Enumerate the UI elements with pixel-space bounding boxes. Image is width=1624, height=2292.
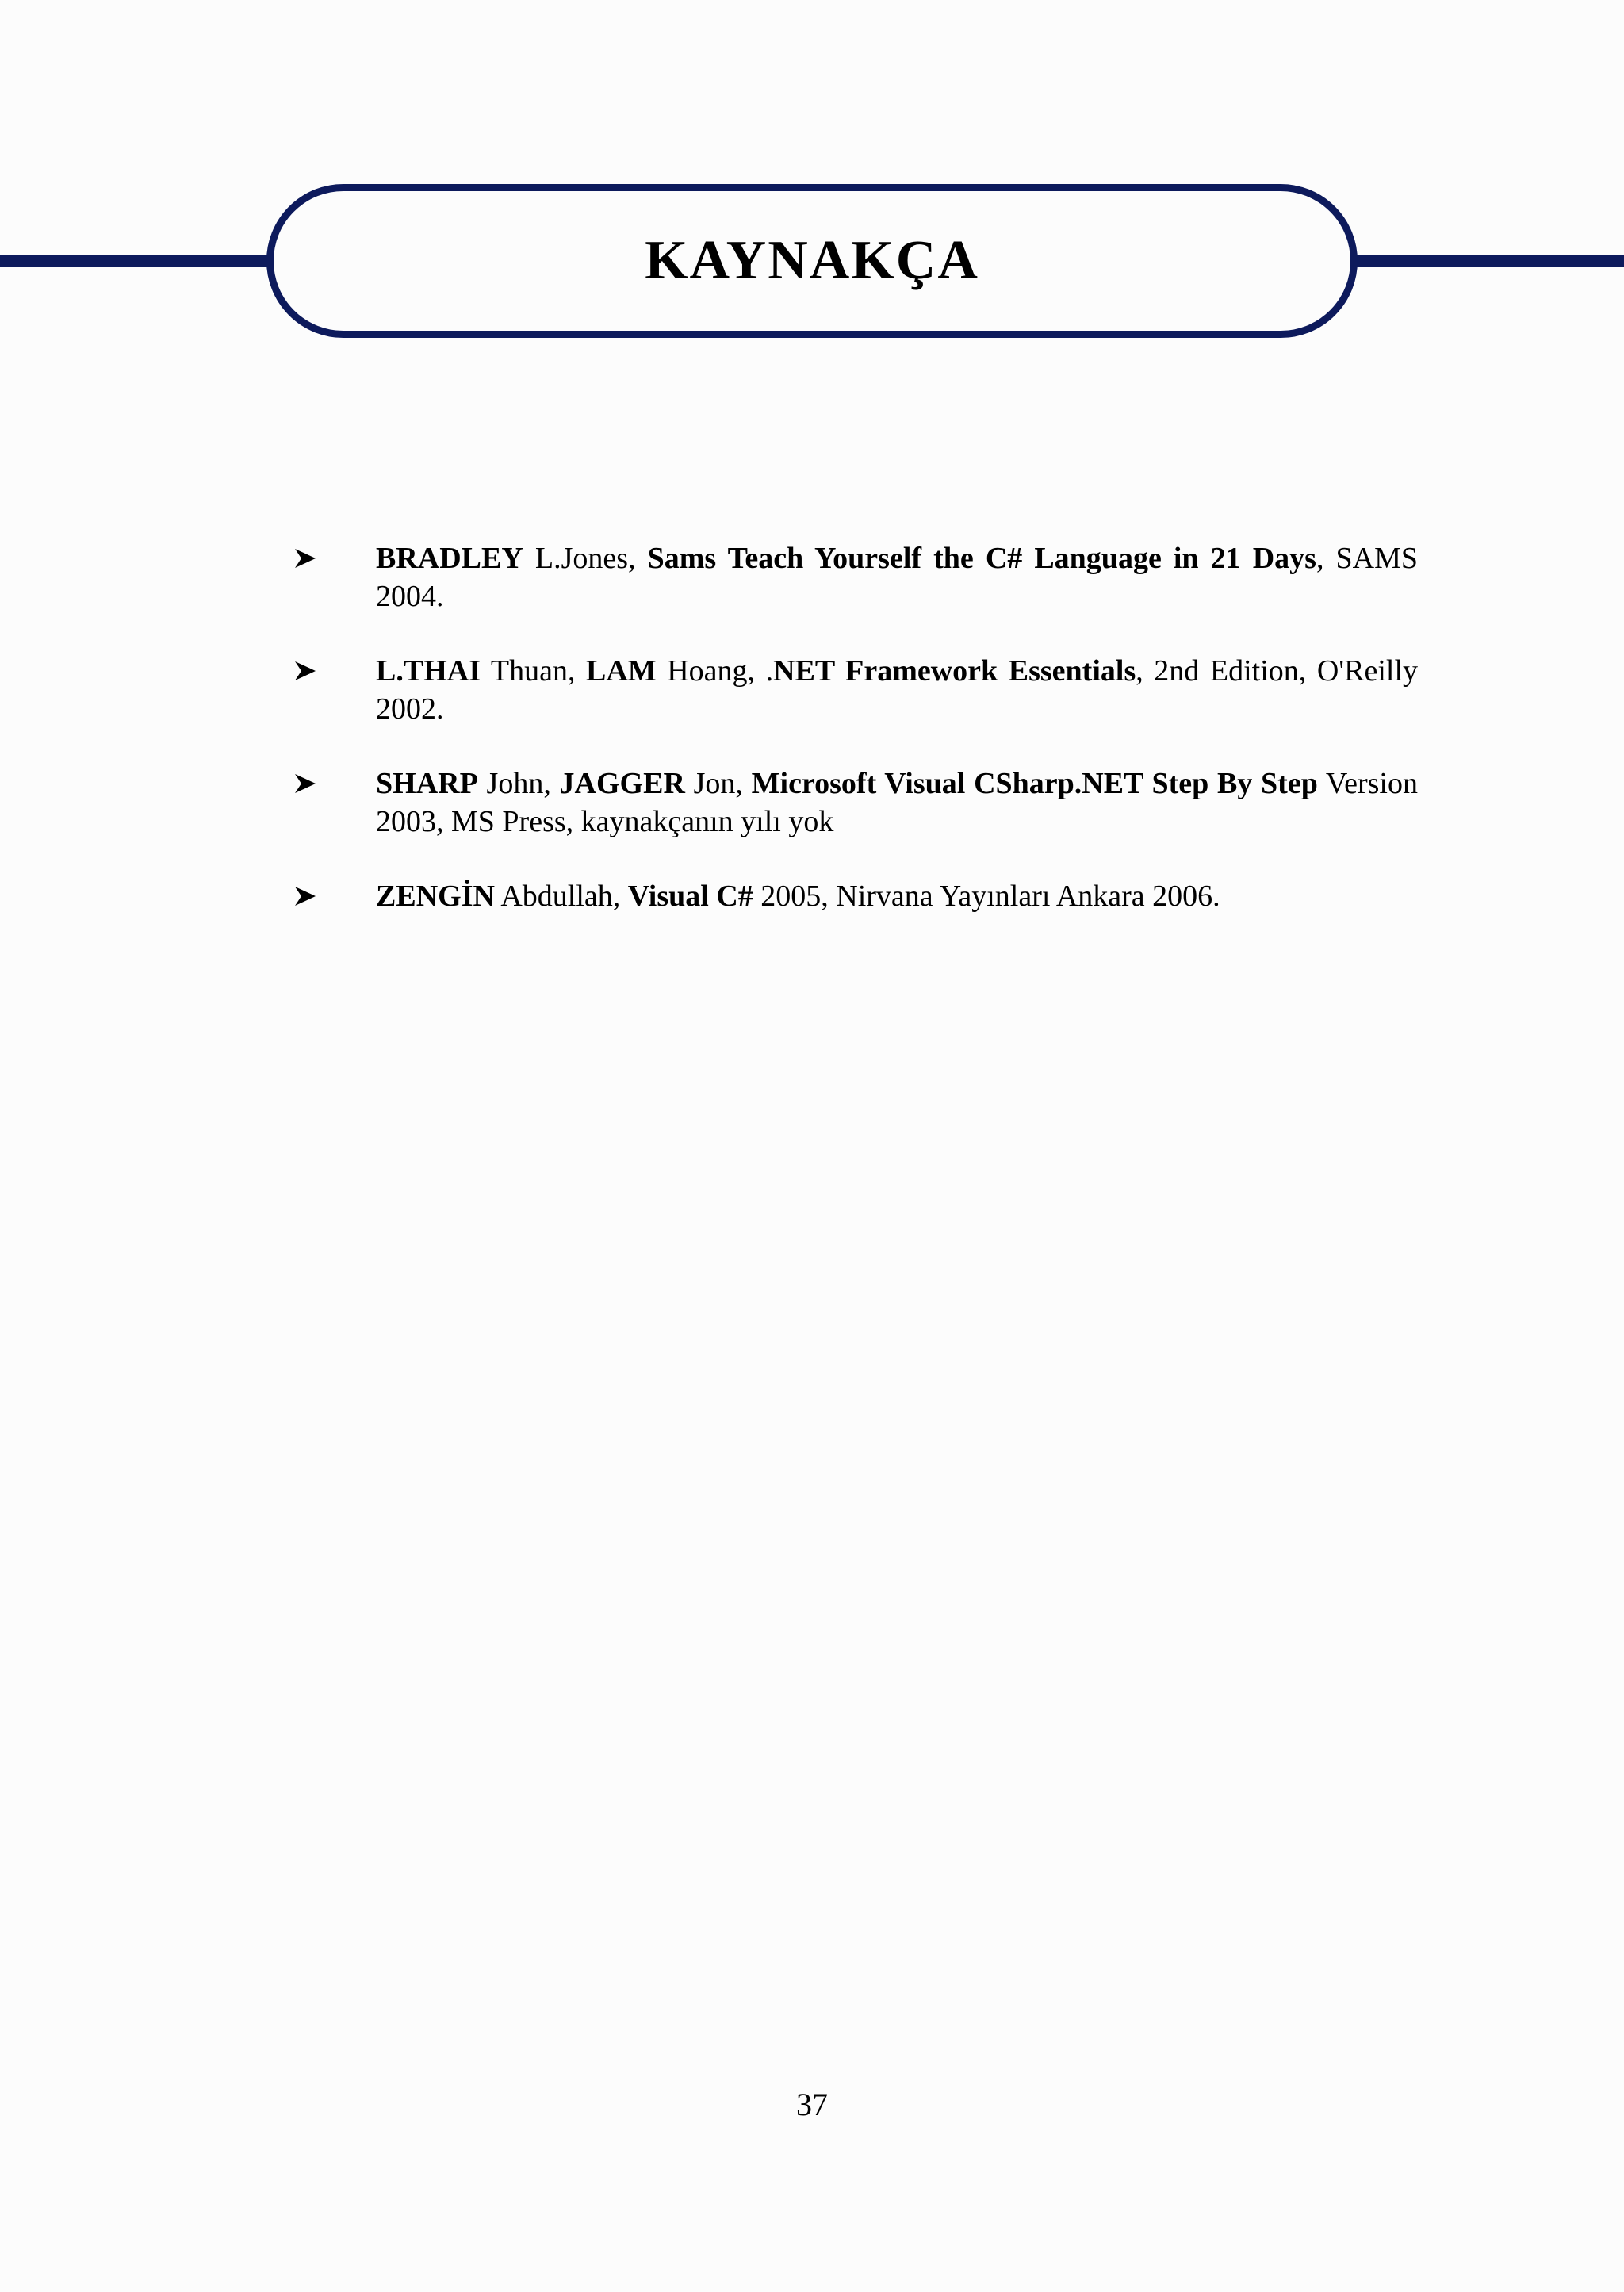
reference-text: Jon, <box>684 767 752 800</box>
header-rule-left <box>0 255 274 267</box>
reference-text: , 2nd Edition, O'Reilly 2002. <box>376 654 1418 726</box>
reference-bold-text: JAGGER <box>559 767 685 800</box>
reference-bold-text: Microsoft Visual CSharp.NET Step By Step <box>751 767 1318 800</box>
reference-bold-text: SHARP <box>376 767 478 800</box>
title-banner <box>266 184 1358 338</box>
reference-bold-text: ZENGİN <box>376 880 495 913</box>
arrowhead-bullet-icon <box>293 652 317 690</box>
reference-text: Thuan, <box>480 654 587 688</box>
page-number: 37 <box>796 2087 828 2122</box>
reference-item <box>293 765 1418 841</box>
header-rule-right <box>1352 255 1624 267</box>
reference-text: Hoang, . <box>656 654 774 688</box>
reference-bold-text: L.THAI <box>376 654 481 688</box>
reference-text: L.Jones, <box>523 542 648 575</box>
reference-item <box>293 652 1418 728</box>
arrowhead-bullet-icon <box>293 765 317 803</box>
reference-text: John, <box>477 767 560 800</box>
reference-text: , SAMS 2004. <box>376 542 1419 613</box>
reference-item <box>293 877 1418 915</box>
reference-bold-text: LAM <box>586 654 657 688</box>
reference-bold-text: Visual C# <box>627 880 753 913</box>
arrowhead-bullet-icon <box>293 877 317 915</box>
reference-item <box>293 539 1418 615</box>
reference-text: Abdullah, <box>494 880 628 913</box>
reference-bold-text: Sams Teach Yourself the C# Language in 21 Days <box>647 542 1316 575</box>
reference-list <box>293 539 1418 952</box>
page-title: KAYNAKÇA <box>645 230 979 291</box>
reference-bold-text: BRADLEY <box>376 542 523 575</box>
arrowhead-bullet-icon <box>293 539 317 577</box>
reference-bold-text: NET Framework Essentials <box>773 654 1136 688</box>
reference-text: 2005, Nirvana Yayınları Ankara 2006. <box>753 880 1220 913</box>
reference-text: Version 2003, MS Press, kaynakçanın yılı yok <box>376 767 1418 838</box>
